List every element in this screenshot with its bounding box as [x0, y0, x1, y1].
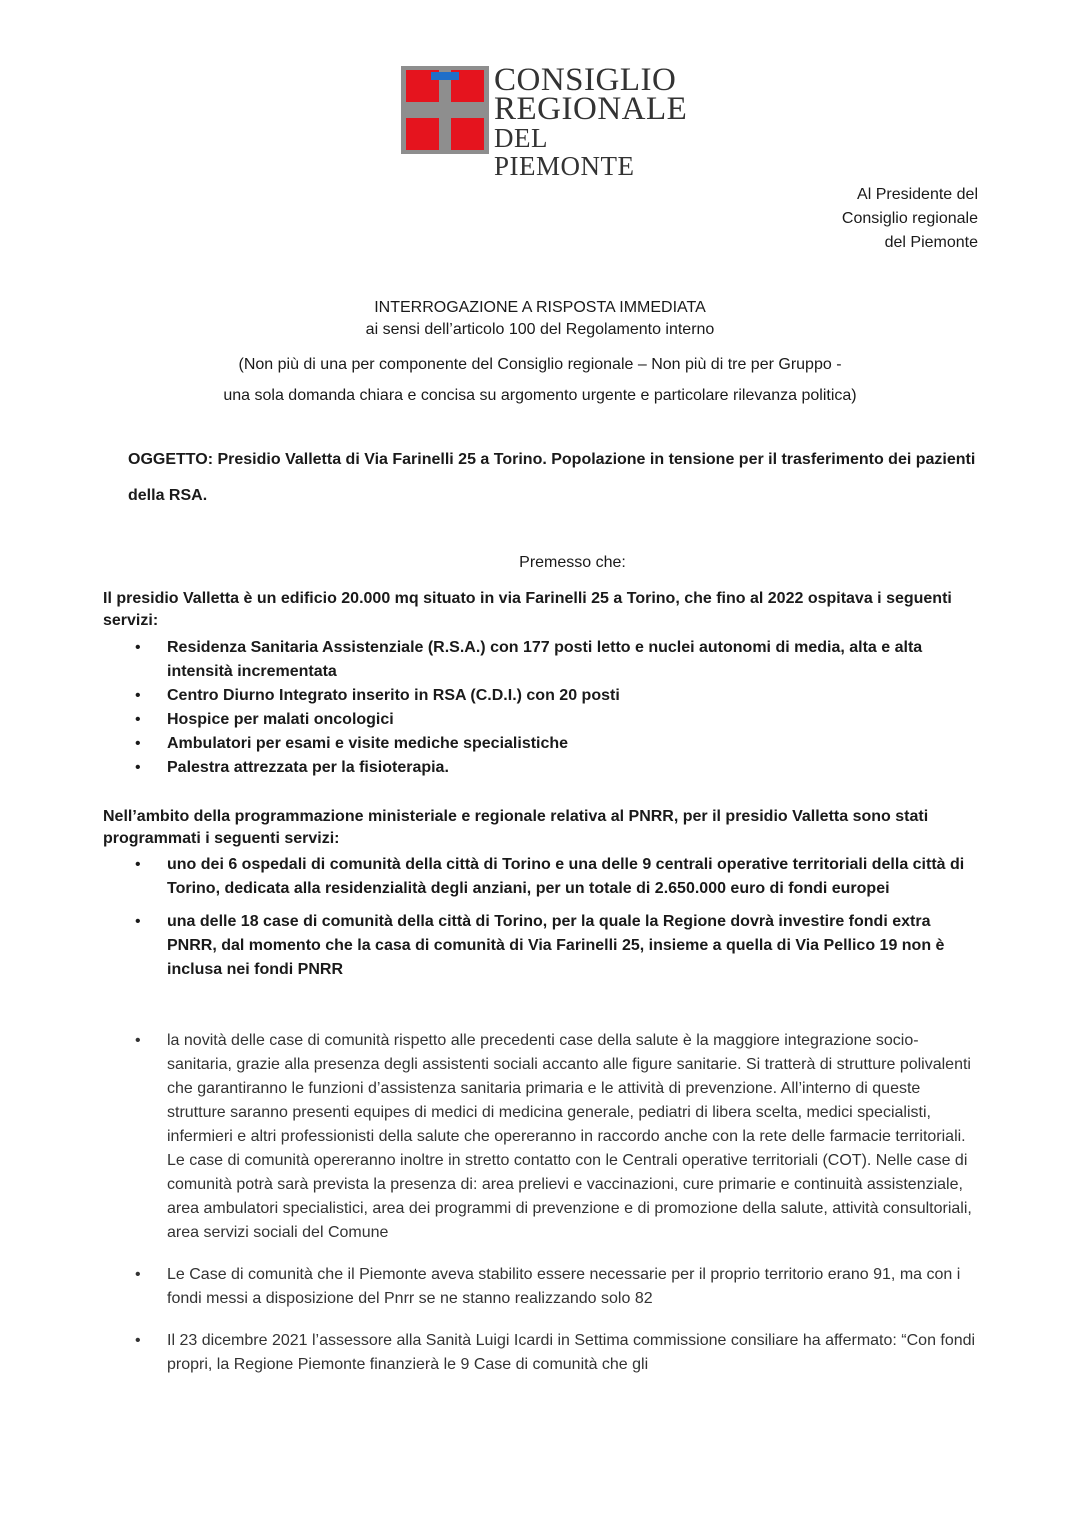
section2-intro: Nell’ambito della programmazione ministeriale e regionale relativa al PNRR, per il presidio Valletta sono stati programmati i seguenti servizi:	[103, 808, 929, 847]
logo-line-3: DEL PIEMONTE	[494, 123, 635, 181]
premesso-heading: Premesso che:	[519, 554, 626, 571]
list-item: • Le Case di comunità che il Piemonte aveva stabilito essere necessarie per il proprio territorio erano 91, ma con i fondi messi a disposizione del Pnrr se ne stanno realizzando solo 82	[128, 1263, 980, 1311]
piemonte-emblem-icon	[401, 66, 489, 154]
document-note-line-2: una sola domanda chiara e concisa su argomento urgente e particolare rilevanza politica)	[223, 387, 857, 404]
section1-intro: Il presidio Valletta è un edificio 20.000 mq situato in via Farinelli 25 a Torino, che fino al 2022 ospitava i seguenti servizi:	[103, 590, 952, 629]
section1-list	[128, 636, 980, 780]
document-title: INTERROGAZIONE A RISPOSTA IMMEDIATA	[374, 299, 706, 316]
list-item: • Residenza Sanitaria Assistenziale (R.S.A.) con 177 posti letto e nuclei autonomi di media, alta e alta intensità incrementata	[128, 636, 980, 684]
recipient-line-2: Consiglio regionale	[841, 210, 978, 227]
consiglio-regionale-logo	[401, 62, 691, 181]
subject-line: OGGETTO: Presidio Valletta di Via Farinelli 25 a Torino. Popolazione in tensione per il trasferimento dei pazienti della RSA.	[128, 451, 976, 504]
list-item: • uno dei 6 ospedali di comunità della città di Torino e una delle 9 centrali operative territoriali della città di Torino, dedicata alla residenzialità degli anziani, per un totale di 2.650.000 euro di fondi europei	[128, 853, 980, 901]
document-subtitle: ai sensi dell’articolo 100 del Regolamento interno	[365, 321, 715, 338]
recipient-address	[842, 183, 978, 255]
list-item: • Ambulatori per esami e visite mediche specialistiche	[128, 732, 980, 756]
logo-wordmark	[494, 62, 691, 181]
list-item: • Palestra attrezzata per la fisioterapia.	[128, 756, 980, 780]
recipient-line-3: del Piemonte	[884, 234, 978, 251]
list-item: • Hospice per malati oncologici	[128, 708, 980, 732]
recipient-line-1: Al Presidente del	[857, 186, 978, 203]
list-item: • la novità delle case di comunità rispetto alle precedenti case della salute è la maggiore integrazione socio-sanitaria, grazie alla presenza degli assistenti sociali accanto alle figure sanitarie. Si tratterà di strutture polivalenti che garantiranno le funzioni d’assistenza sanitaria primaria e le attività di prevenzione. All’interno di queste strutture saranno presenti equipes di medici di medicina generale, pediatri di libera scelta, medici specialisti, infermieri e altri professionisti della salute che opereranno in raccordo anche con la rete delle farmacie territoriali. Le case di comunità opereranno inoltre in stretto contatto con le Centrali operative territoriali (COT). Nelle case di comunità potrà sarà prevista la presenza di: area prelievi e vaccinazioni, cure primarie e continuità assistenziale, area ambulatori specialistici, area dei programmi di prevenzione e di promozione della salute, attività consultoriali, area servizi sociali del Comune	[128, 1029, 980, 1245]
section3-list	[128, 1029, 980, 1395]
section2-list	[128, 853, 980, 982]
list-item: • Il 23 dicembre 2021 l’assessore alla Sanità Luigi Icardi in Settima commissione consiliare ha affermato: “Con fondi propri, la Regione Piemonte finanzierà le 9 Case di comunità che gli	[128, 1329, 980, 1377]
logo-line-1: CONSIGLIO	[494, 62, 677, 98]
document-note-line-1: (Non più di una per componente del Consiglio regionale – Non più di tre per Gruppo -	[238, 356, 842, 373]
list-item: • Centro Diurno Integrato inserito in RSA (C.D.I.) con 20 posti	[128, 684, 980, 708]
logo-line-2: REGIONALE	[494, 91, 688, 127]
list-item: • una delle 18 case di comunità della città di Torino, per la quale la Regione dovrà investire fondi extra PNRR, dal momento che la casa di comunità di Via Farinelli 25, insieme a quella di Via Pellico 19 non è inclusa nei fondi PNRR	[128, 910, 980, 982]
